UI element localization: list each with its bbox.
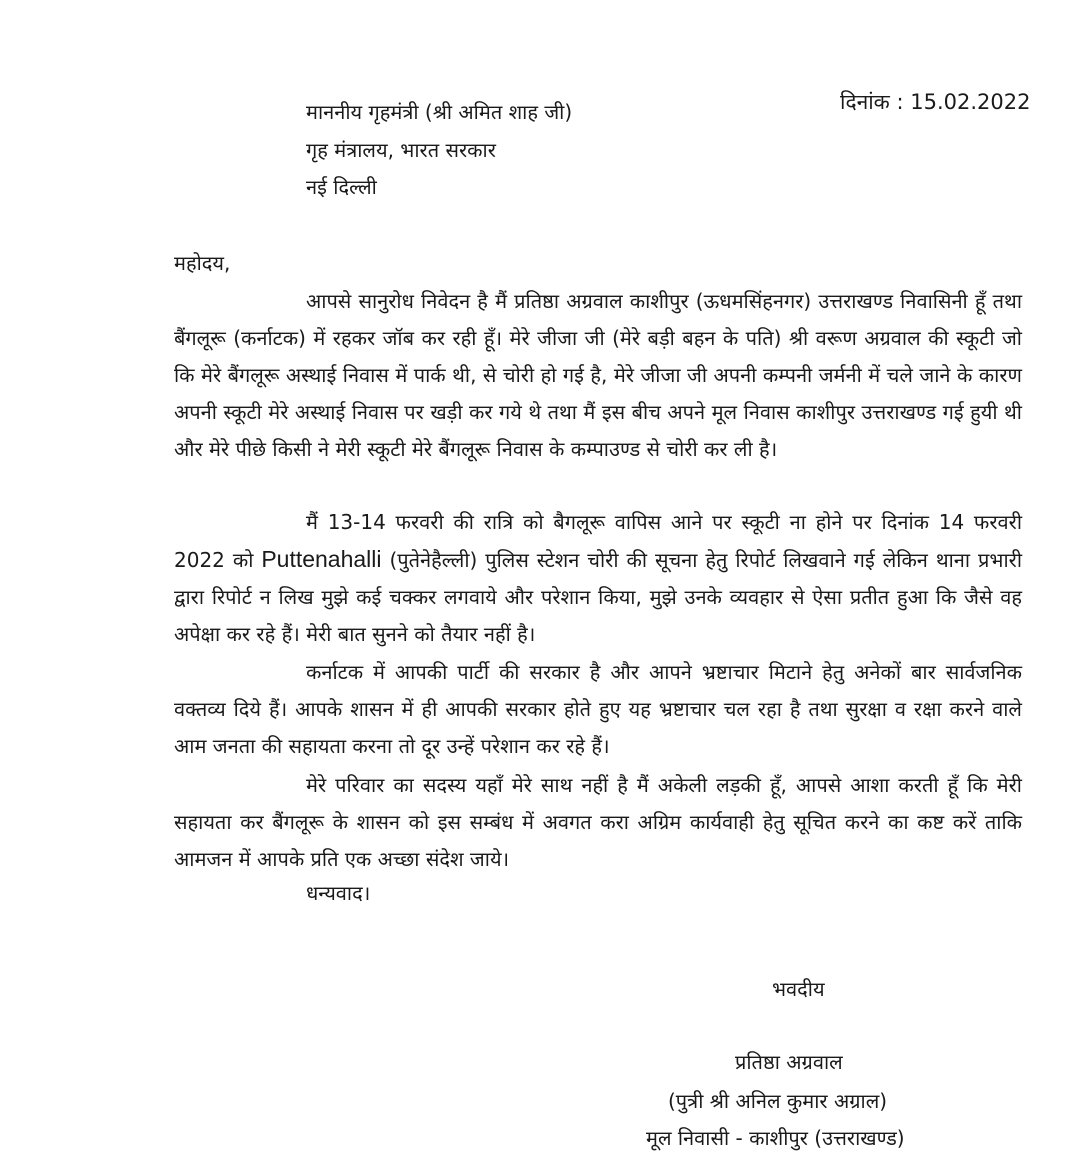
paragraph-3-text: कर्नाटक में आपकी पार्टी की सरकार है और आपने भ्रष्टाचार मिटाने हेतु अनेकों बार सार्वजनिक वक्तव्य दिये हैं। आपके शासन में ही आपकी सरकार होते हुए यह भ्रष्टाचार चल रहा है तथा सुरक्षा व रक्षा करने वाले आम जनता की सहायता करना तो दूर उन्हें परेशान कर रहे हैं। xyxy=(174,660,1022,758)
recipient-ministry: गृह मंत्रालय, भारत सरकार xyxy=(306,138,496,162)
paragraph-4 xyxy=(174,767,1022,878)
paragraph-2-before: मैं 13-14 फरवरी की रात्रि को बैगलूरू वापिस आने पर स्कूटी ना होने पर दिनांक 14 फरवरी 2022 को xyxy=(174,510,1022,572)
closing: भवदीय xyxy=(772,977,825,1001)
paragraph-1 xyxy=(174,283,1022,468)
paragraph-2 xyxy=(174,504,1022,653)
paragraph-3 xyxy=(174,654,1022,765)
paragraph-4-text: मेरे परिवार का सदस्य यहाँ मेरे साथ नहीं है मैं अकेली लड़की हूँ, आपसे आशा करती हूँ कि मेरी सहायता कर बैंगलूरू के शासन को इस सम्बंध में अवगत करा अग्रिम कार्यवाही हेतु सूचित करने का कष्ट करें ताकि आमजन में आपके प्रति एक अच्छा संदेश जाये। xyxy=(174,773,1022,871)
paragraph-2-after: (पुतेनेहैल्ली) पुलिस स्टेशन चोरी की सूचना हेतु रिपोर्ट लिखवाने गई लेकिन थाना प्रभारी द्वारा रिपोर्ट न लिख मुझे कई चक्कर लगवाये और परेशान किया, मुझे उनके व्यवहार से ऐसा प्रतीत हुआ कि जैसे वह अपेक्षा कर रहे हैं। मेरी बात सुनने को तैयार नहीं है। xyxy=(174,548,1022,646)
thanks: धन्यवाद। xyxy=(306,881,371,905)
police-station-name: Puttenahalli xyxy=(261,546,382,572)
signature-name: प्रतिष्ठा अग्रवाल xyxy=(735,1050,843,1074)
signature-father: (पुत्री श्री अनिल कुमार अग्राल) xyxy=(668,1089,888,1113)
paragraph-2-text xyxy=(174,504,1022,653)
recipient-city: नई दिल्ली xyxy=(306,175,377,199)
salutation: महोदय, xyxy=(174,251,231,275)
signature-native: मूल निवासी - काशीपुर (उत्तराखण्ड) xyxy=(646,1126,905,1150)
letter-date: दिनांक : 15.02.2022 xyxy=(840,90,1031,114)
paragraph-1-text: आपसे सानुरोध निवेदन है मैं प्रतिष्ठा अग्रवाल काशीपुर (ऊधमसिंहनगर) उत्तराखण्ड निवासिनी हूँ तथा बैंगलूरू (कर्नाटक) में रहकर जॉब कर रही हूँ। मेरे जीजा जी (मेरे बड़ी बहन के पति) श्री वरूण अग्रवाल की स्कूटी जो कि मेरे बैंगलूरू अस्थाई निवास में पार्क थी, से चोरी हो गई है, मेरे जीजा जी अपनी कम्पनी जर्मनी में चले जाने के कारण अपनी स्कूटी मेरे अस्थाई निवास पर खड़ी कर गये थे तथा मैं इस बीच अपने मूल निवास काशीपुर उत्तराखण्ड गई हुयी थी और मेरे पीछे किसी ने मेरी स्कूटी मेरे बैंगलूरू निवास के कम्पाउण्ड से चोरी कर ली है। xyxy=(174,289,1022,461)
recipient-title: माननीय गृहमंत्री (श्री अमित शाह जी) xyxy=(306,100,573,124)
